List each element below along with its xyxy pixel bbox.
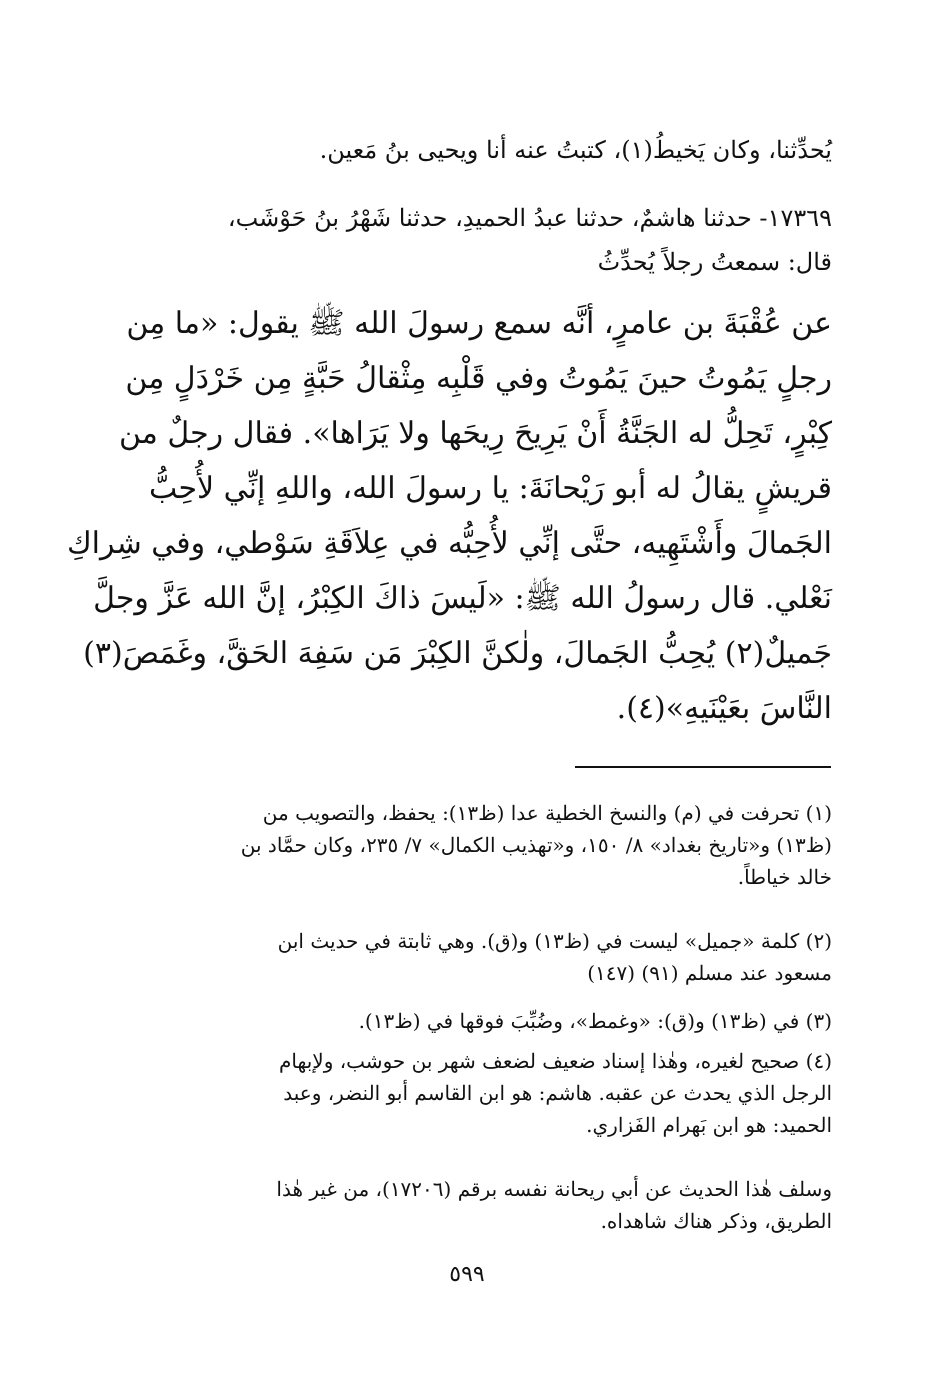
hadith-line: قريشٍ يقالُ له أبو رَيْحانَةَ: يا رسولَ الله، واللهِ إنِّي لأُحِبُّ [149, 471, 832, 506]
footnote-line: (ظ١٣) و«تاريخ بغداد» ٨/ ١٥٠، و«تهذيب الكمال» ٧/ ٢٣٥، وكان حمَّاد بن [240, 833, 832, 857]
intro-paragraph [128, 128, 832, 172]
footnote-2 [128, 925, 832, 989]
page-number: ٥٩٩ [449, 1262, 485, 1287]
footnote-separator [575, 766, 831, 768]
text-line: يُحدِّثنا، وكان يَخيطُ(١)، كتبتُ عنه أنا ويحيى بنُ مَعين. [319, 136, 832, 164]
footnote-line: وسلف هٰذا الحديث عن أبي ريحانة نفسه برقم (١٧٢٠٦)، من غير هٰذا [276, 1177, 832, 1201]
hadith-line: عن عُقْبَةَ بن عامرٍ، أنَّه سمع رسولَ الله ﷺ يقول: «ما مِن [126, 306, 832, 341]
hadith-line: النَّاسَ بعَيْنَيهِ»(٤). [616, 691, 832, 726]
footnote-line: الحميد: هو ابن بَهرام الفَزاري. [586, 1113, 832, 1137]
hadith-line: الجَمالَ وأَشْتَهِيه، حتَّى إنِّي لأُحِبُّه في عِلاَقَةِ سَوْطي، وفي شِراكِ [66, 526, 832, 561]
chain-line: ١٧٣٦٩- حدثنا هاشمٌ، حدثنا عبدُ الحميدِ، حدثنا شَهْرُ بنُ حَوْشَب، [227, 204, 832, 232]
footnote-line: مسعود عند مسلم (٩١) (١٤٧) [587, 961, 832, 985]
hadith-line: كِبْرٍ، تَحِلُّ له الجَنَّةُ أَنْ يَرِيحَ رِيحَها ولا يَرَاها». فقال رجلٌ من [118, 416, 832, 451]
hadith-line: رجلٍ يَمُوتُ حينَ يَمُوتُ وفي قَلْبِه مِثْقالُ حَبَّةٍ مِن خَرْدَلٍ مِن [125, 361, 832, 396]
footnote-line: (٣) في (ظ١٣) و(ق): «وغمط»، وضُبِّبَ فوقها في (ظ١٣). [358, 1009, 832, 1033]
hadith-line: نَعْلي. قال رسولُ الله ﷺ: «لَيسَ ذاكَ الكِبْرُ، إنَّ الله عَزَّ وجلَّ [93, 581, 832, 616]
chain-line: قال: سمعتُ رجلاً يُحدِّثُ [597, 248, 832, 276]
footnote-4-continued [128, 1173, 832, 1237]
footnote-line: (١) تحرفت في (م) والنسخ الخطية عدا (ظ١٣): يحفظ، والتصويب من [262, 801, 832, 825]
footnote-line: الرجل الذي يحدث عن عقبه. هاشم: هو ابن القاسم أبو النضر، وعبد [283, 1081, 832, 1105]
footnote-line: (٢) كلمة «جميل» ليست في (ظ١٣) و(ق). وهي ثابتة في حديث ابن [277, 929, 832, 953]
footnote-line: خالد خياطاً. [737, 865, 832, 889]
footnote-4 [128, 1045, 832, 1141]
hadith-chain [128, 196, 832, 284]
footnote-line: الطريق، وذكر هناك شاهداه. [600, 1209, 832, 1233]
hadith-line: جَميلٌ(٢) يُحِبُّ الجَمالَ، ولٰكنَّ الكِبْرَ مَن سَفِهَ الحَقَّ، وغَمَصَ(٣) [83, 636, 832, 671]
footnote-1 [128, 797, 832, 893]
footnote-3 [128, 1005, 832, 1037]
footnote-line: (٤) صحيح لغيره، وهٰذا إسناد ضعيف لضعف شهر بن حوشب، ولإبهام [279, 1049, 832, 1073]
hadith-text [66, 296, 832, 736]
